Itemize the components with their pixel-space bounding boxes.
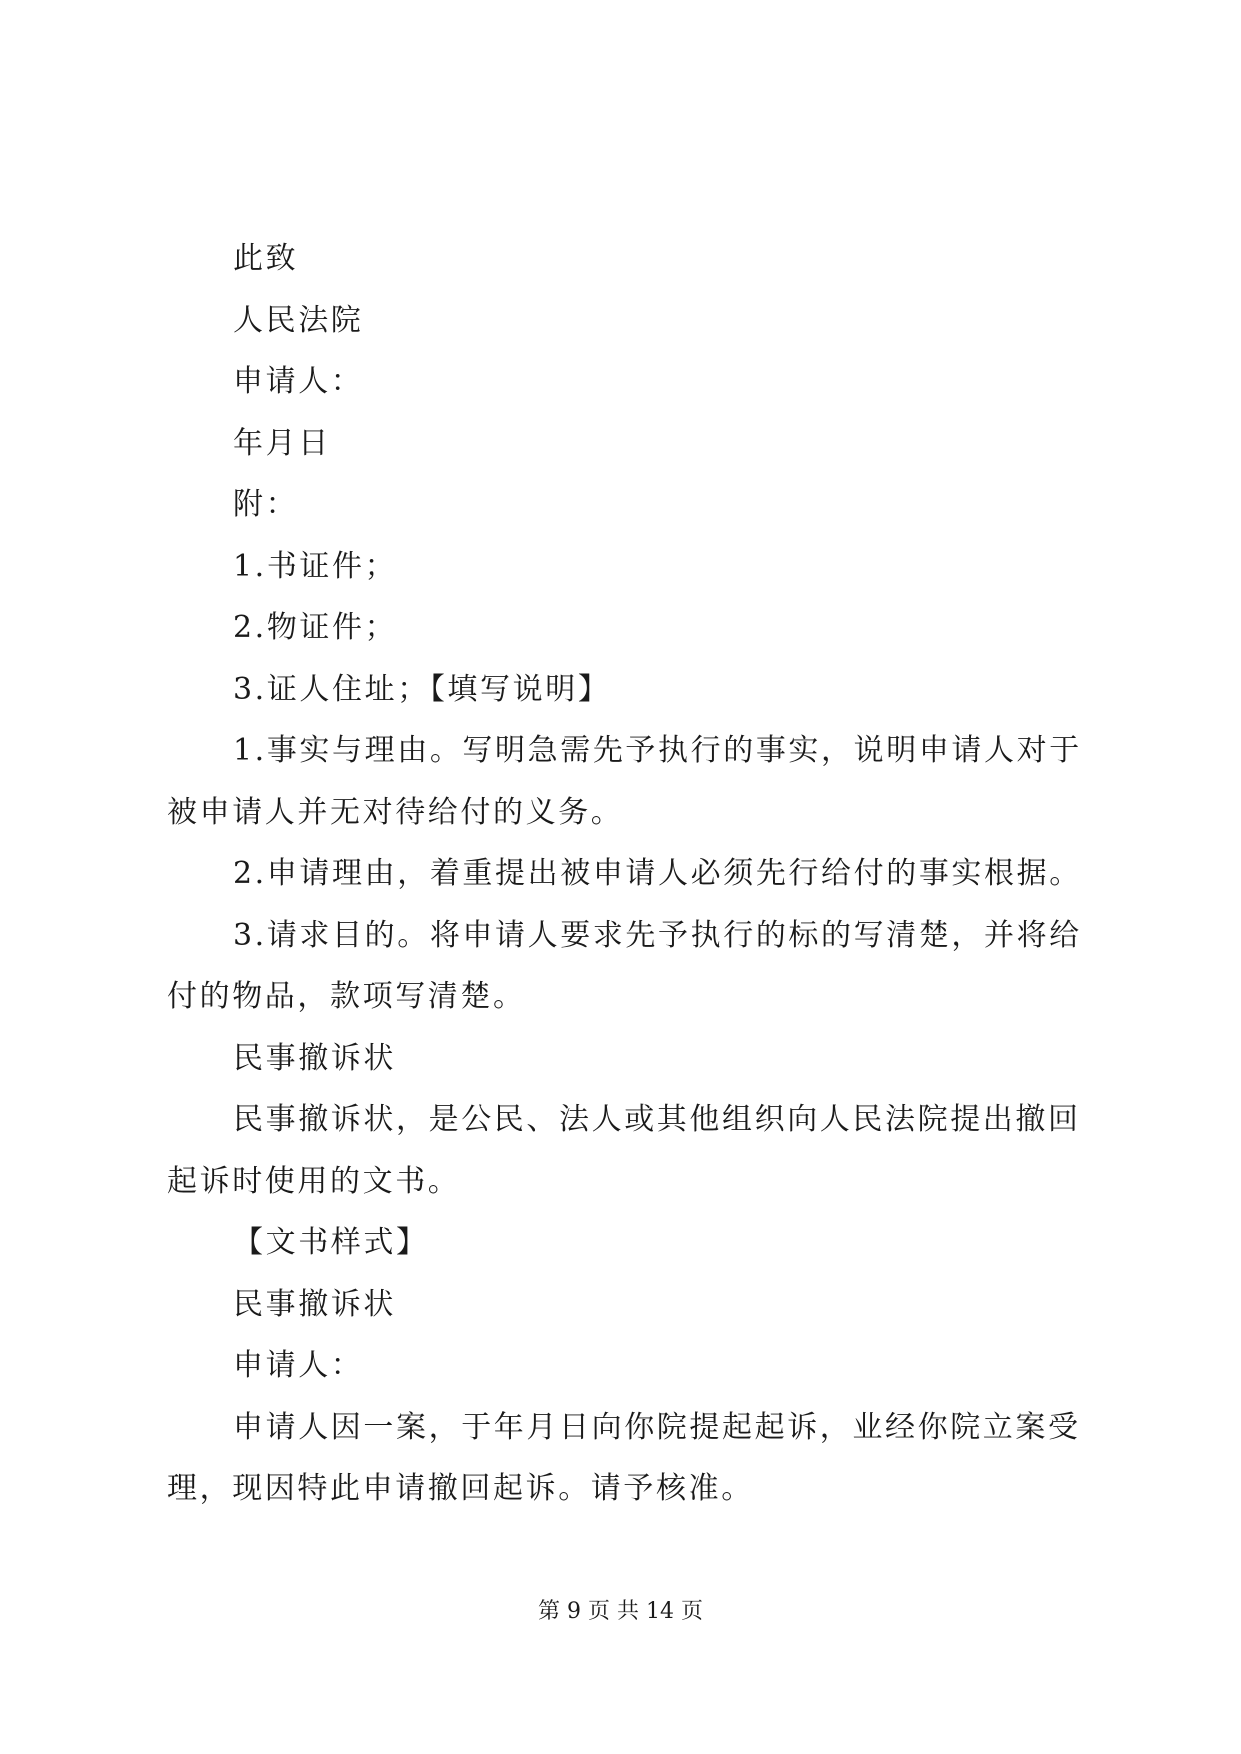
document-body bbox=[167, 228, 1087, 1520]
page-number-footer: 第 9 页 共 14 页 bbox=[538, 1599, 703, 1624]
paragraph-court: 人民法院 bbox=[233, 302, 364, 338]
paragraph-instruction-1: 1.事实与理由。写明急需先予执行的事实，说明申请人对于被申请人并无对待给付的义务。 bbox=[167, 733, 1082, 830]
paragraph-date: 年月日 bbox=[233, 425, 331, 461]
paragraph-template-label: 【文书样式】 bbox=[233, 1225, 429, 1260]
paragraph-instruction-2: 2.申请理由，着重提出被申请人必须先行给付的事实根据。 bbox=[233, 856, 1082, 891]
paragraph-template-applicant: 申请人： bbox=[233, 1348, 364, 1383]
paragraph-template-title: 民事撤诉状 bbox=[233, 1286, 396, 1322]
paragraph-salutation: 此致 bbox=[233, 241, 299, 276]
paragraph-attachment-3: 3.证人住址；【填写说明】 bbox=[233, 671, 611, 707]
paragraph-instruction-3: 3.请求目的。将申请人要求先予执行的标的写清楚，并将给付的物品，款项写清楚。 bbox=[167, 917, 1082, 1014]
paragraph-attachment-1: 1.书证件； bbox=[233, 548, 398, 584]
paragraph-attachment-2: 2.物证件； bbox=[233, 610, 398, 645]
paragraph-attachments: 附： bbox=[233, 487, 299, 522]
section-heading: 民事撤诉状 bbox=[233, 1040, 396, 1076]
paragraph-template-body: 申请人因一案，于年月日向你院提起起诉，业经你院立案受理，现因特此申请撤回起诉。请予核准。 bbox=[167, 1409, 1081, 1506]
paragraph-definition: 民事撤诉状，是公民、法人或其他组织向人民法院提出撤回起诉时使用的文书。 bbox=[167, 1102, 1081, 1199]
paragraph-applicant: 申请人： bbox=[233, 364, 364, 399]
